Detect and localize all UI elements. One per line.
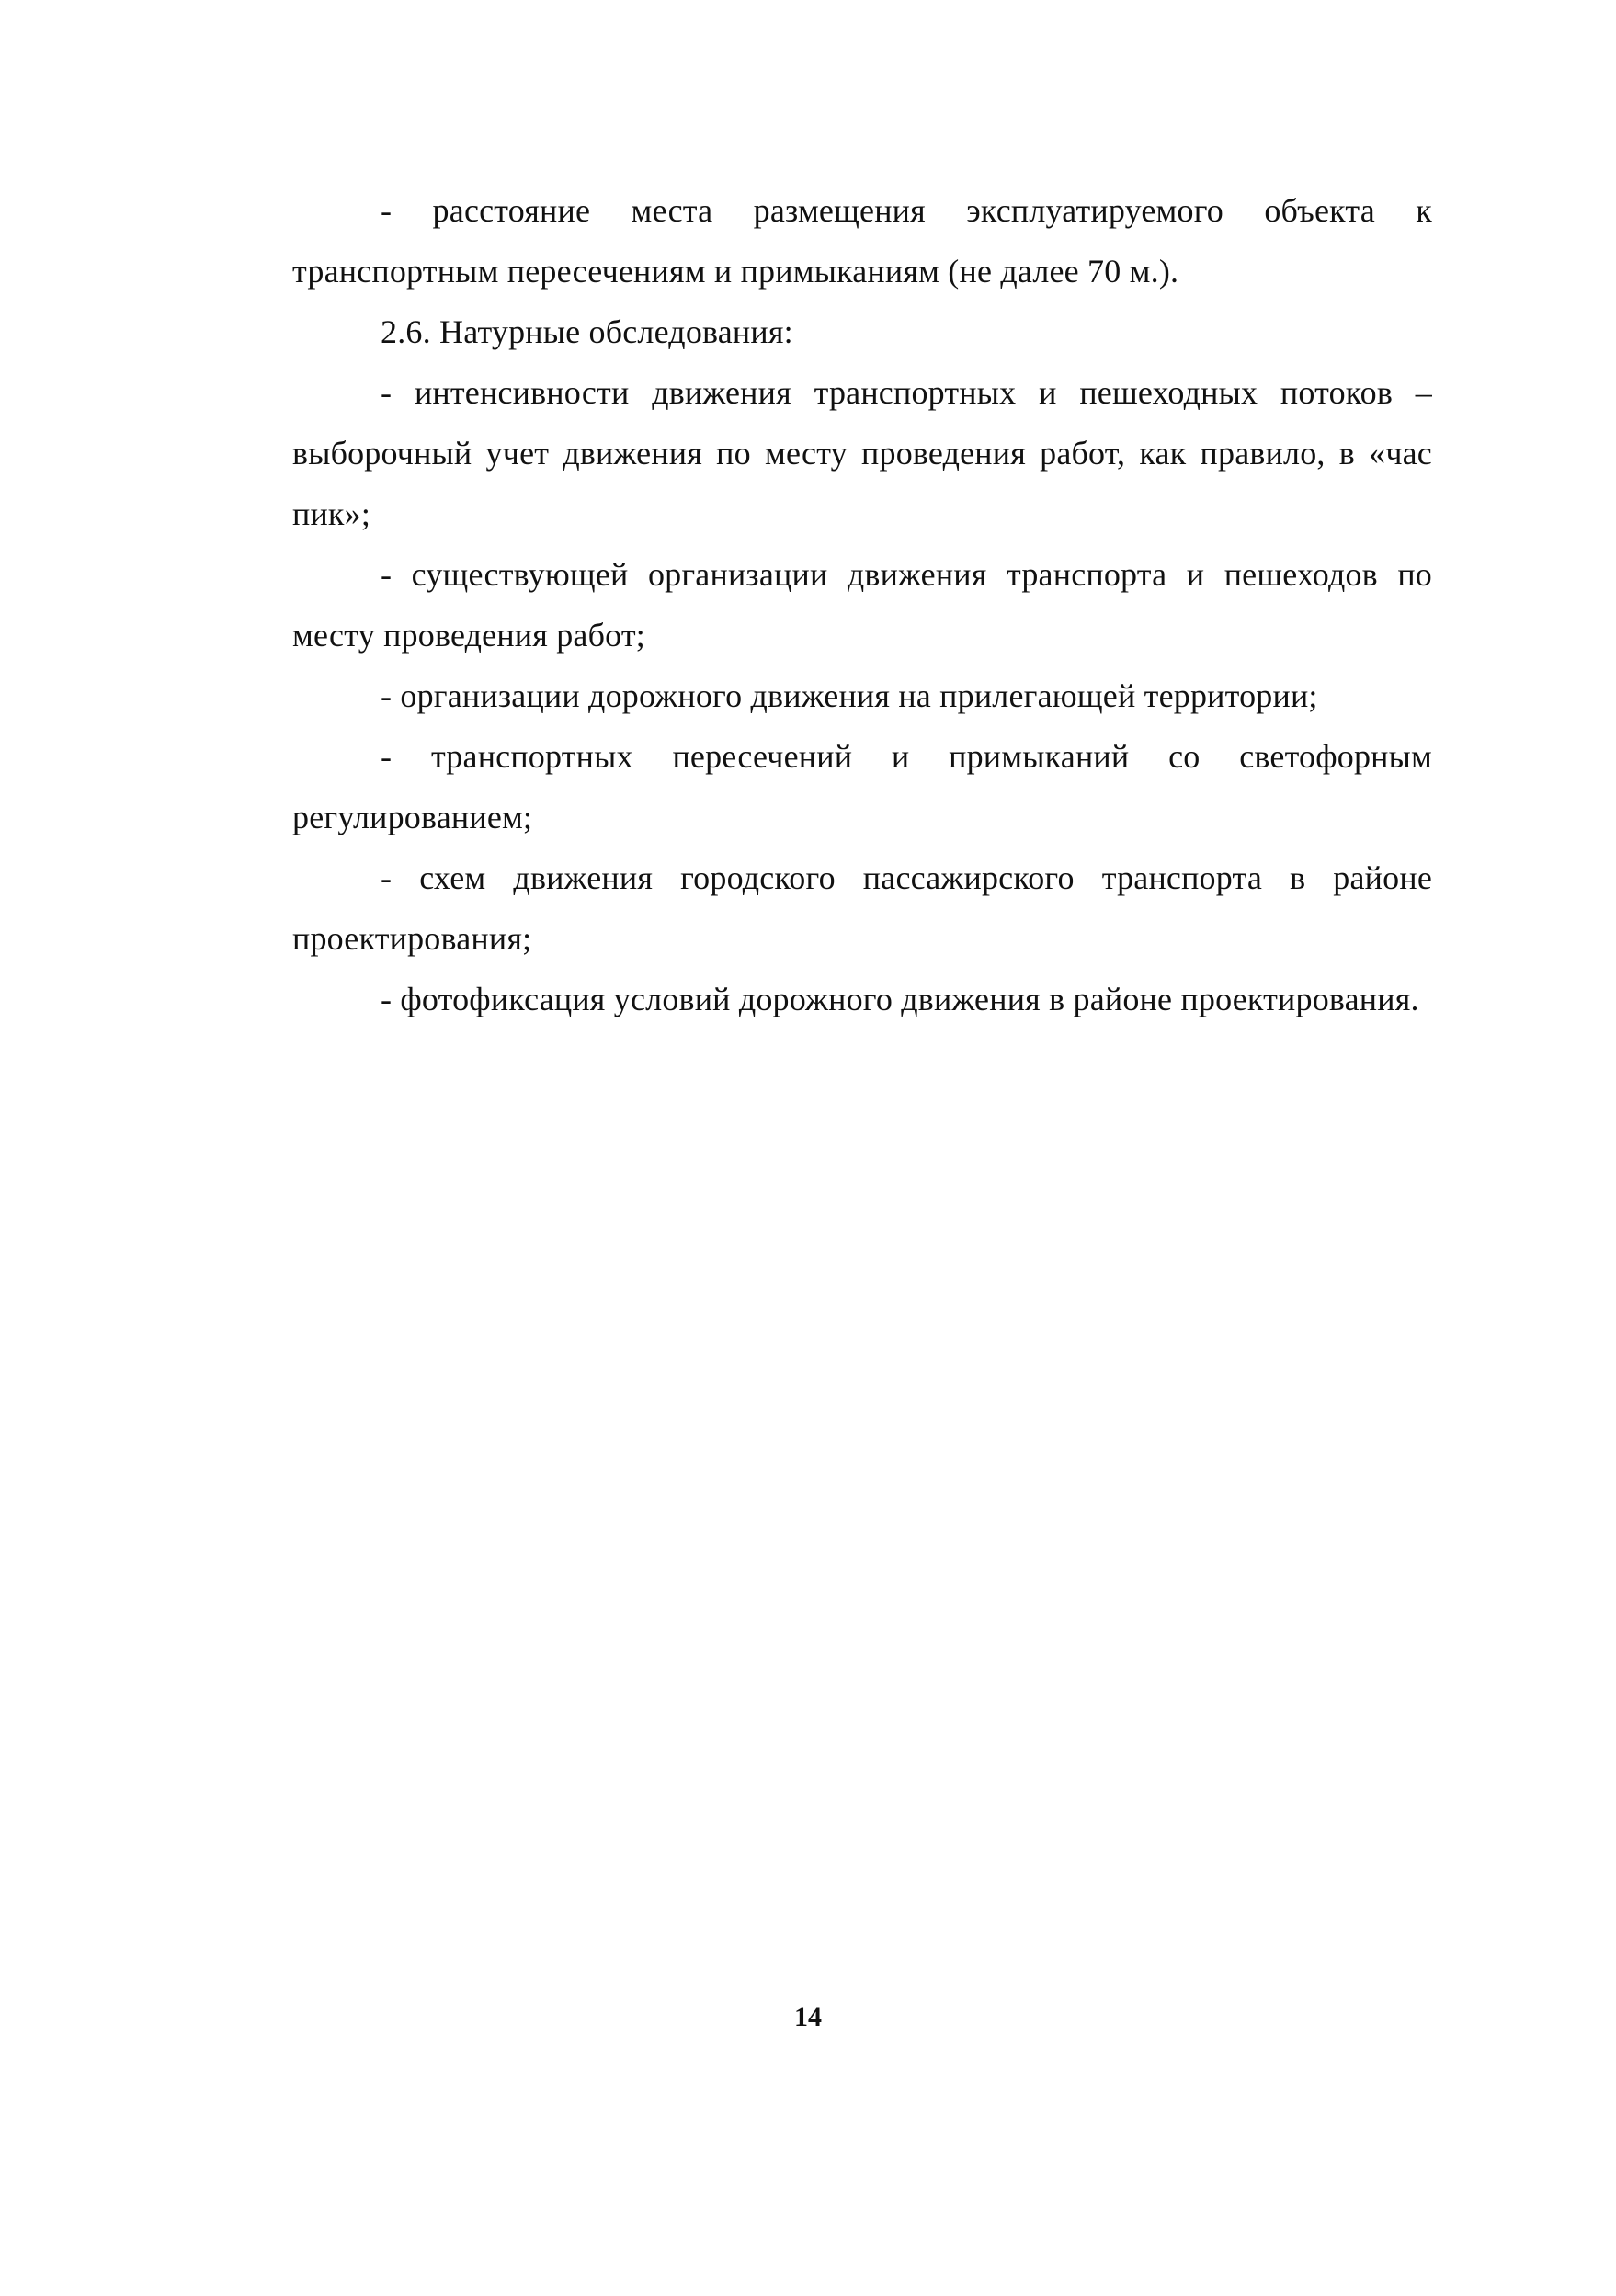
paragraph-existing-organization: - существующей организации движения транспорта и пешеходов по месту проведения работ; [292,556,1432,654]
paragraph-distance: - расстояние места размещения эксплуатируемого объекта к транспортным пересечениям и примыканиям (не далее 70 м.). [292,192,1432,290]
body-text [292,180,1432,1029]
paragraph-signalized-intersections: - транспортных пересечений и примыканий со светофорным регулированием; [292,738,1432,835]
paragraph-field-surveys-heading: 2.6. Натурные обследования: [381,313,793,350]
page-number: 14 [794,2002,822,2032]
paragraph-public-transport-routes: - схем движения городского пассажирского транспорта в районе проектирования; [292,859,1432,957]
paragraph-photo-documentation: - фотофиксация условий дорожного движения в районе проектирования. [381,981,1419,1017]
paragraph-adjacent-territory: - организации дорожного движения на прилегающей территории; [381,677,1318,714]
paragraph-traffic-intensity: - интенсивности движения транспортных и пешеходных потоков – выборочный учет движения по месту проведения работ, как правило, в «час пик»; [292,374,1432,532]
